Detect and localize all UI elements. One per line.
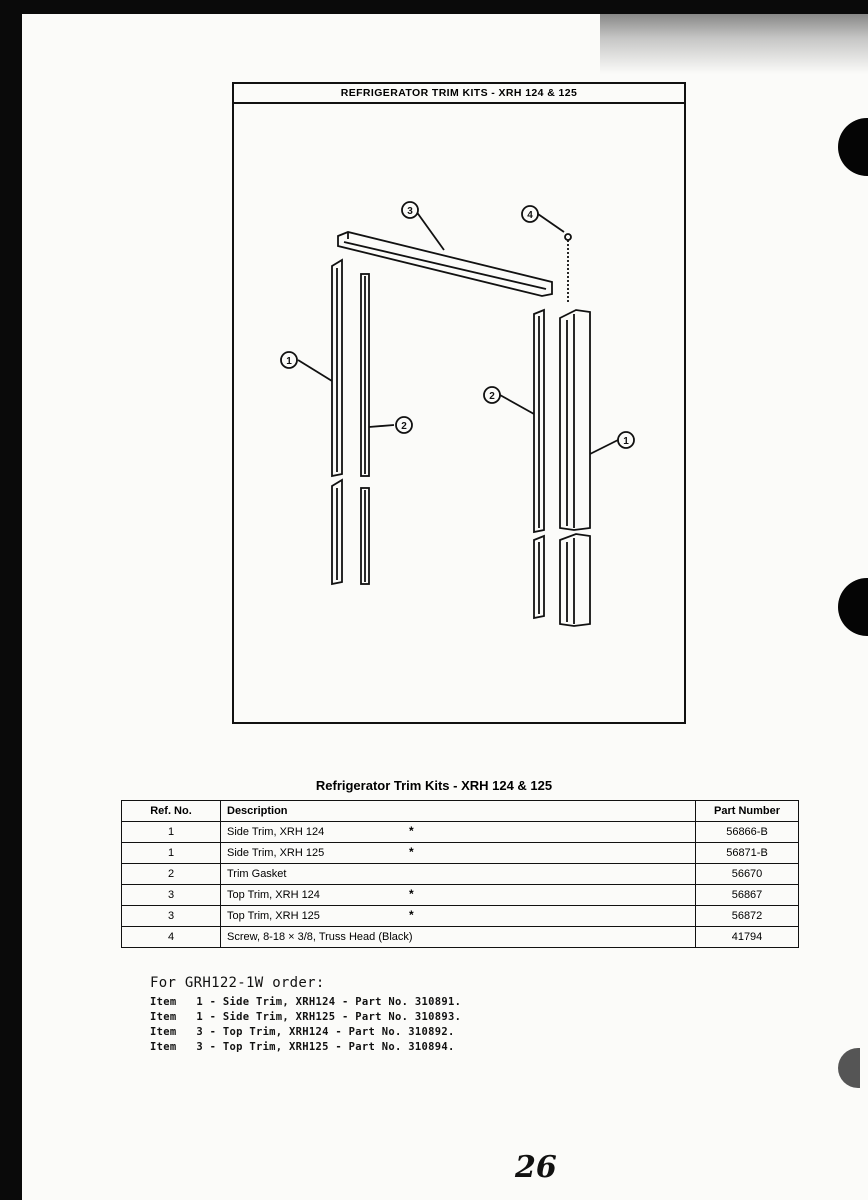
callout-2-right (484, 387, 500, 403)
order-note-line: Item 3 - Top Trim, XRH125 - Part No. 310894. (150, 1041, 455, 1053)
screw-part (565, 234, 571, 304)
table-row (122, 906, 799, 927)
svg-text:2: 2 (489, 391, 495, 402)
parts-table-title: Refrigerator Trim Kits - XRH 124 & 125 (315, 778, 553, 793)
left-side-trim-part (332, 260, 342, 584)
right-side-trim-part (560, 310, 590, 626)
order-note-line: Item 1 - Side Trim, XRH124 - Part No. 310891. (150, 996, 462, 1008)
svg-text:2: 2 (401, 421, 407, 432)
description-cell: Top Trim, XRH 125 * (221, 906, 696, 927)
ref-no-cell: 3 (122, 885, 221, 906)
svg-text:4: 4 (527, 210, 533, 221)
parts-table (121, 800, 799, 948)
description-cell: Screw, 8-18 × 3/8, Truss Head (Black) (221, 927, 696, 948)
table-row (122, 843, 799, 864)
page-number: 26 (515, 1150, 557, 1185)
ref-no-cell: 1 (122, 822, 221, 843)
header-description: Description (221, 801, 696, 822)
table-row (122, 822, 799, 843)
right-trim-gasket-part (534, 310, 544, 618)
ref-no-cell: 3 (122, 906, 221, 927)
header-part-number: Part Number (696, 801, 799, 822)
order-note-heading: For GRH122-1W order: (150, 975, 325, 991)
ref-no-cell: 1 (122, 843, 221, 864)
ref-no-cell: 2 (122, 864, 221, 885)
asterisk-mark: * (409, 845, 414, 859)
callout-1-right (618, 432, 634, 448)
order-note-line: Item 3 - Top Trim, XRH124 - Part No. 310892. (150, 1026, 455, 1038)
part-number-cell: 41794 (696, 927, 799, 948)
asterisk-mark: * (409, 887, 414, 901)
description-cell: Top Trim, XRH 124 * (221, 885, 696, 906)
callout-3 (402, 202, 418, 218)
order-note (150, 975, 461, 1055)
svg-text:1: 1 (623, 436, 629, 447)
exploded-view-figure (232, 82, 686, 724)
table-header-row (122, 801, 799, 822)
description-cell: Side Trim, XRH 125 * (221, 843, 696, 864)
ref-no-cell: 4 (122, 927, 221, 948)
order-note-line: Item 1 - Side Trim, XRH125 - Part No. 310893. (150, 1011, 462, 1023)
description-cell: Trim Gasket (221, 864, 696, 885)
left-trim-gasket-part (361, 274, 369, 584)
part-number-cell: 56670 (696, 864, 799, 885)
part-number-cell: 56871-B (696, 843, 799, 864)
callout-4 (522, 206, 538, 222)
part-number-cell: 56872 (696, 906, 799, 927)
part-number-cell: 56867 (696, 885, 799, 906)
description-cell: Side Trim, XRH 124 * (221, 822, 696, 843)
table-row (122, 864, 799, 885)
callout-2-left (396, 417, 412, 433)
svg-text:3: 3 (407, 206, 413, 217)
svg-text:1: 1 (286, 356, 292, 367)
asterisk-mark: * (409, 908, 414, 922)
header-ref-no: Ref. No. (122, 801, 221, 822)
top-trim-part (338, 232, 552, 296)
part-number-cell: 56866-B (696, 822, 799, 843)
trim-kit-drawing (234, 84, 684, 722)
asterisk-mark: * (409, 824, 414, 838)
scan-edge-shadow (600, 14, 868, 74)
callout-1-left (281, 352, 297, 368)
table-row (122, 885, 799, 906)
figure-title: REFRIGERATOR TRIM KITS - XRH 124 & 125 (234, 84, 684, 104)
table-row (122, 927, 799, 948)
